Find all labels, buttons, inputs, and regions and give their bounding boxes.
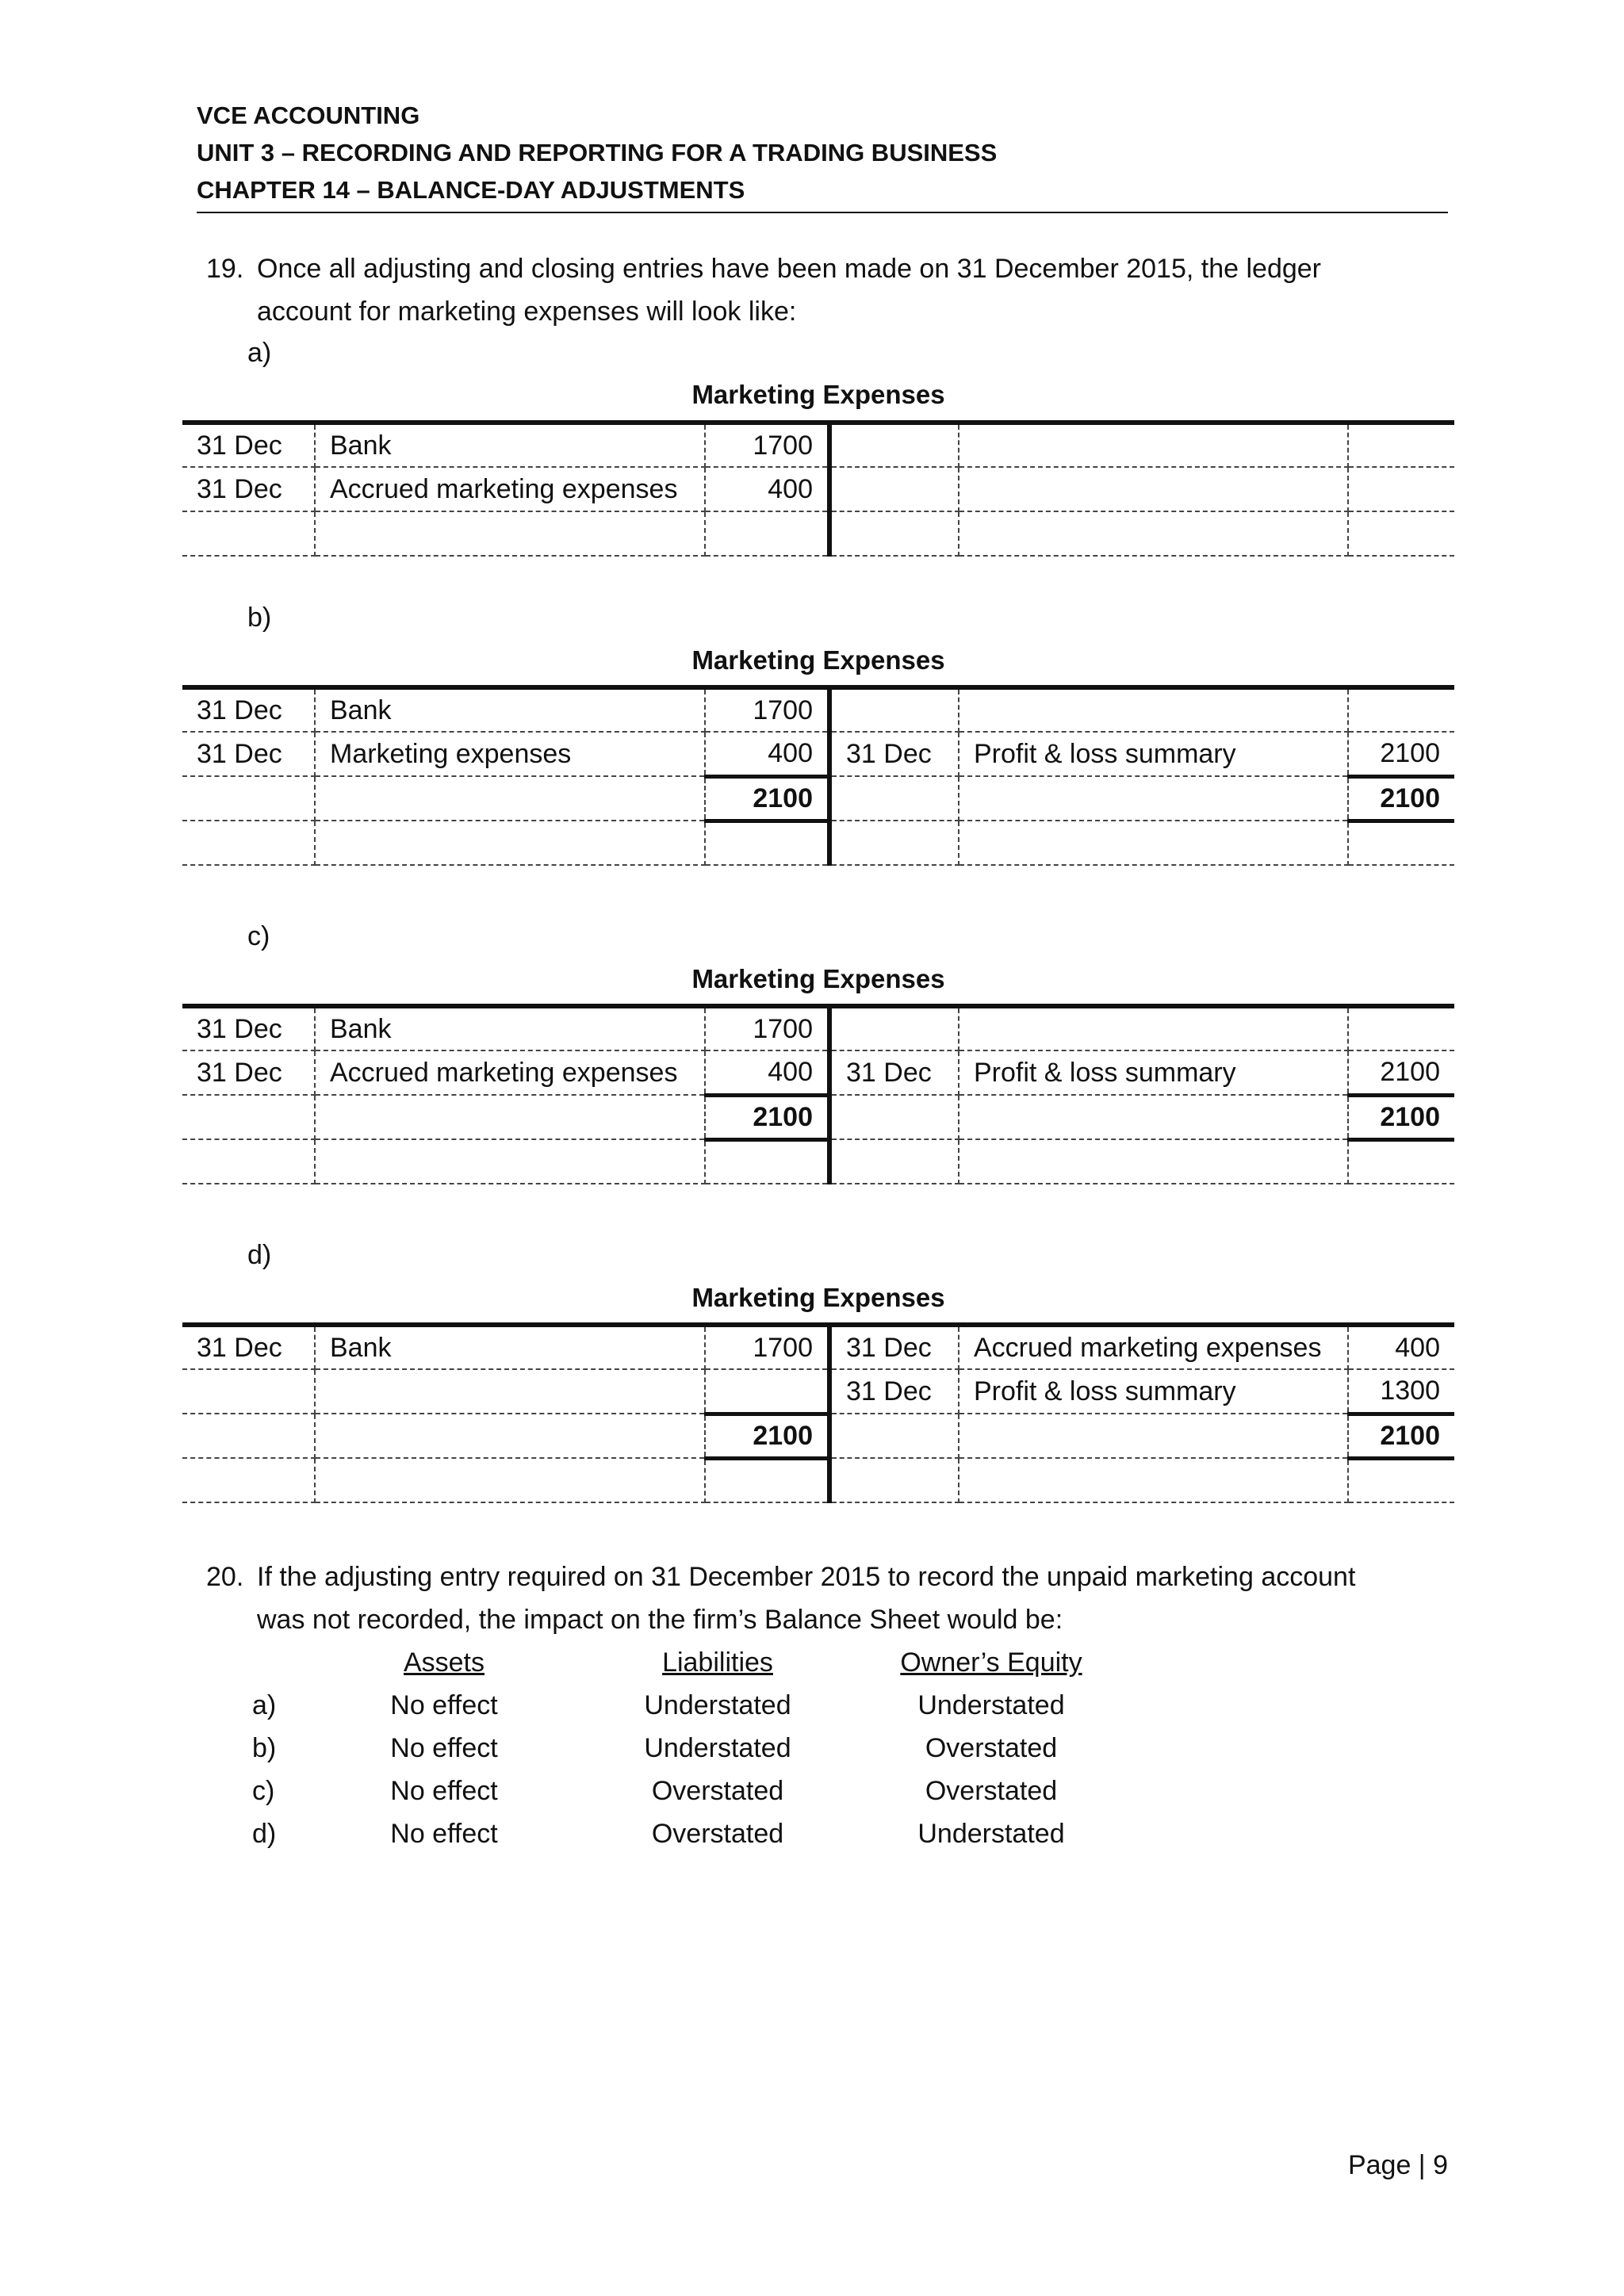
debit-amount: 1700 bbox=[705, 687, 829, 732]
debit-date bbox=[182, 1458, 315, 1502]
option-letter-d[interactable]: d) bbox=[252, 1819, 277, 1849]
ledger-row bbox=[182, 511, 1454, 556]
debit-particulars: Bank bbox=[315, 687, 705, 732]
ledger-row bbox=[182, 732, 1454, 776]
assets-value: No effect bbox=[390, 1690, 498, 1720]
credit-date bbox=[829, 1458, 959, 1502]
credit-total: 2100 bbox=[1348, 776, 1454, 821]
debit-amount bbox=[705, 1458, 829, 1502]
option-letter-a[interactable]: a) bbox=[252, 1690, 277, 1720]
debit-date bbox=[182, 1139, 315, 1184]
credit-particulars bbox=[959, 1095, 1348, 1139]
credit-particulars bbox=[959, 687, 1348, 732]
question-text-line1: Once all adjusting and closing entries have been made on 31 December 2015, the ledger bbox=[257, 254, 1321, 284]
debit-total: 2100 bbox=[705, 776, 829, 821]
credit-date bbox=[829, 776, 959, 821]
assets-value: No effect bbox=[390, 1733, 498, 1763]
equity-value: Overstated bbox=[925, 1776, 1058, 1806]
credit-amount bbox=[1348, 687, 1454, 732]
debit-amount bbox=[705, 511, 829, 556]
credit-particulars bbox=[959, 1414, 1348, 1458]
ledger-row bbox=[182, 1006, 1454, 1050]
debit-particulars: Accrued marketing expenses bbox=[315, 467, 705, 511]
ledger-account-b bbox=[182, 685, 1454, 866]
ledger-row bbox=[182, 1325, 1454, 1369]
ledger-title: Marketing Expenses bbox=[691, 964, 945, 993]
ledger-account-a bbox=[182, 420, 1454, 557]
ledger-row bbox=[182, 687, 1454, 732]
ledger-total-row bbox=[182, 1095, 1454, 1139]
ledger-row bbox=[182, 821, 1454, 865]
credit-date bbox=[829, 821, 959, 865]
credit-amount bbox=[1348, 423, 1454, 467]
debit-particulars bbox=[315, 511, 705, 556]
debit-amount: 1700 bbox=[705, 1006, 829, 1050]
credit-amount bbox=[1348, 1458, 1454, 1502]
ledger-title: Marketing Expenses bbox=[691, 380, 945, 409]
credit-particulars bbox=[959, 821, 1348, 865]
debit-amount: 400 bbox=[705, 467, 829, 511]
assets-value: No effect bbox=[390, 1776, 498, 1806]
credit-date: 31 Dec bbox=[829, 1325, 959, 1369]
question-number: 20. bbox=[206, 1562, 244, 1592]
credit-total: 2100 bbox=[1348, 1095, 1454, 1139]
credit-date bbox=[829, 1095, 959, 1139]
credit-amount bbox=[1348, 821, 1454, 865]
credit-date: 31 Dec bbox=[829, 1369, 959, 1414]
column-header-assets: Assets bbox=[403, 1647, 485, 1678]
debit-date: 31 Dec bbox=[182, 687, 315, 732]
credit-particulars bbox=[959, 423, 1348, 467]
question-text-line1: If the adjusting entry required on 31 December 2015 to record the unpaid marketing account bbox=[257, 1562, 1356, 1592]
debit-amount: 1700 bbox=[705, 423, 829, 467]
debit-date bbox=[182, 776, 315, 821]
credit-amount: 400 bbox=[1348, 1325, 1454, 1369]
column-header-owners-equity: Owner’s Equity bbox=[900, 1647, 1082, 1678]
credit-particulars bbox=[959, 1006, 1348, 1050]
ledger-row bbox=[182, 423, 1454, 467]
credit-particulars: Profit & loss summary bbox=[959, 1369, 1348, 1414]
credit-date bbox=[829, 1414, 959, 1458]
liabilities-value: Overstated bbox=[651, 1776, 784, 1806]
debit-particulars bbox=[315, 1095, 705, 1139]
ledger-row bbox=[182, 1050, 1454, 1095]
credit-date bbox=[829, 1139, 959, 1184]
option-letter-d[interactable]: d) bbox=[247, 1240, 272, 1270]
debit-date bbox=[182, 1414, 315, 1458]
debit-particulars bbox=[315, 821, 705, 865]
debit-date: 31 Dec bbox=[182, 732, 315, 776]
column-header-liabilities: Liabilities bbox=[662, 1647, 773, 1678]
credit-date bbox=[829, 511, 959, 556]
option-letter-c[interactable]: c) bbox=[252, 1776, 275, 1806]
credit-amount: 2100 bbox=[1348, 732, 1454, 776]
credit-particulars: Profit & loss summary bbox=[959, 732, 1348, 776]
credit-date bbox=[829, 687, 959, 732]
debit-date: 31 Dec bbox=[182, 423, 315, 467]
debit-amount bbox=[705, 821, 829, 865]
debit-total: 2100 bbox=[705, 1414, 829, 1458]
credit-date bbox=[829, 1006, 959, 1050]
credit-date: 31 Dec bbox=[829, 1050, 959, 1095]
liabilities-value: Overstated bbox=[651, 1819, 784, 1849]
question-number: 19. bbox=[206, 254, 244, 284]
option-letter-b[interactable]: b) bbox=[247, 603, 272, 633]
ledger-total-row bbox=[182, 776, 1454, 821]
ledger-row bbox=[182, 1458, 1454, 1502]
credit-particulars: Profit & loss summary bbox=[959, 1050, 1348, 1095]
credit-amount bbox=[1348, 1006, 1454, 1050]
ledger-account-c bbox=[182, 1004, 1454, 1184]
debit-amount bbox=[705, 1369, 829, 1414]
debit-particulars: Accrued marketing expenses bbox=[315, 1050, 705, 1095]
ledger-title: Marketing Expenses bbox=[691, 645, 945, 675]
debit-particulars: Bank bbox=[315, 1006, 705, 1050]
page-number: Page | 9 bbox=[1347, 2150, 1448, 2180]
credit-particulars bbox=[959, 776, 1348, 821]
debit-particulars: Bank bbox=[315, 423, 705, 467]
debit-date: 31 Dec bbox=[182, 1325, 315, 1369]
debit-particulars bbox=[315, 1139, 705, 1184]
ledger-row bbox=[182, 467, 1454, 511]
question-text-line2: was not recorded, the impact on the firm’s Balance Sheet would be: bbox=[257, 1605, 1063, 1635]
debit-date: 31 Dec bbox=[182, 1050, 315, 1095]
credit-amount: 1300 bbox=[1348, 1369, 1454, 1414]
debit-date bbox=[182, 821, 315, 865]
debit-particulars: Bank bbox=[315, 1325, 705, 1369]
debit-date bbox=[182, 1369, 315, 1414]
option-letter-b[interactable]: b) bbox=[252, 1733, 277, 1763]
debit-particulars bbox=[315, 1458, 705, 1502]
debit-amount: 400 bbox=[705, 732, 829, 776]
debit-particulars: Marketing expenses bbox=[315, 732, 705, 776]
ledger-row bbox=[182, 1369, 1454, 1414]
debit-total: 2100 bbox=[705, 1095, 829, 1139]
credit-particulars bbox=[959, 467, 1348, 511]
liabilities-value: Understated bbox=[644, 1690, 791, 1720]
credit-particulars: Accrued marketing expenses bbox=[959, 1325, 1348, 1369]
credit-date bbox=[829, 467, 959, 511]
equity-value: Understated bbox=[917, 1819, 1065, 1849]
debit-amount bbox=[705, 1139, 829, 1184]
debit-particulars bbox=[315, 776, 705, 821]
liabilities-value: Understated bbox=[644, 1733, 791, 1763]
credit-total: 2100 bbox=[1348, 1414, 1454, 1458]
debit-date bbox=[182, 1095, 315, 1139]
page-header bbox=[197, 97, 1448, 213]
option-letter-a[interactable]: a) bbox=[247, 338, 272, 368]
credit-amount: 2100 bbox=[1348, 1050, 1454, 1095]
debit-date bbox=[182, 511, 315, 556]
debit-date: 31 Dec bbox=[182, 1006, 315, 1050]
debit-date: 31 Dec bbox=[182, 467, 315, 511]
credit-particulars bbox=[959, 1458, 1348, 1502]
assets-value: No effect bbox=[390, 1819, 498, 1849]
header-unit: UNIT 3 – RECORDING AND REPORTING FOR A TRADING BUSINESS bbox=[197, 139, 998, 166]
debit-amount: 1700 bbox=[705, 1325, 829, 1369]
ledger-account-d bbox=[182, 1322, 1454, 1503]
equity-value: Understated bbox=[917, 1690, 1065, 1720]
option-letter-c[interactable]: c) bbox=[247, 921, 270, 951]
equity-value: Overstated bbox=[925, 1733, 1058, 1763]
credit-date bbox=[829, 423, 959, 467]
ledger-title: Marketing Expenses bbox=[691, 1283, 945, 1312]
credit-amount bbox=[1348, 1139, 1454, 1184]
debit-particulars bbox=[315, 1369, 705, 1414]
credit-particulars bbox=[959, 511, 1348, 556]
header-subject: VCE ACCOUNTING bbox=[197, 101, 420, 129]
credit-date: 31 Dec bbox=[829, 732, 959, 776]
credit-particulars bbox=[959, 1139, 1348, 1184]
question-text-line2: account for marketing expenses will look like: bbox=[257, 297, 797, 327]
debit-amount: 400 bbox=[705, 1050, 829, 1095]
credit-amount bbox=[1348, 467, 1454, 511]
header-chapter: CHAPTER 14 – BALANCE-DAY ADJUSTMENTS bbox=[197, 176, 745, 204]
ledger-total-row bbox=[182, 1414, 1454, 1458]
debit-particulars bbox=[315, 1414, 705, 1458]
credit-amount bbox=[1348, 511, 1454, 556]
ledger-row bbox=[182, 1139, 1454, 1184]
